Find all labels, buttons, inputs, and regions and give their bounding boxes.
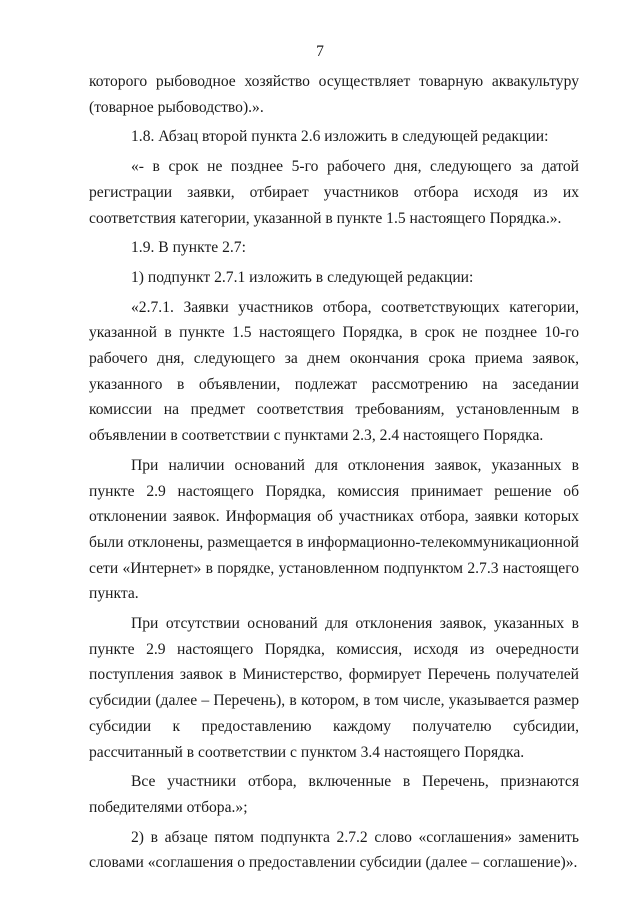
paragraph-8: При отсутствии оснований для отклонения заявок, указанных в пункте 2.9 настоящего Порядка, комиссия, исходя из очередности поступления заявок в Министерство, формирует Перечень получателей субсидии (далее – Перечень), в котором, в том числе, указывается размер субсидии к предоставлению каждому получателю субсидии, рассчитанный в соответствии с пунктом 3.4 настоящего Порядка. bbox=[89, 615, 579, 761]
page-number: 7 bbox=[316, 43, 324, 60]
paragraph-1: которого рыбоводное хозяйство осуществляет товарную аквакультуру (товарное рыбоводство).». bbox=[89, 73, 579, 116]
paragraph-6: «2.7.1. Заявки участников отбора, соответствующих категории, указанной в пункте 1.5 настоящего Порядка, в срок не позднее 10-го рабочего дня, следующего за днем окончания срока приема заявок, указанного в объявлении, подлежат рассмотрению на заседании комиссии на предмет соответствия требованиям, установленным в объявлении в соответствии с пунктами 2.3, 2.4 настоящего Порядка. bbox=[89, 298, 579, 445]
paragraph-5: 1) подпункт 2.7.1 изложить в следующей редакции: bbox=[131, 268, 474, 286]
paragraph-7: При наличии оснований для отклонения заявок, указанных в пункте 2.9 настоящего Порядка, комиссия принимает решение об отклонении заявок. Информация об участниках отбора, заявки которых были отклонены, размещается в информационно-телекоммуникационной сети «Интернет» в порядке, установленном подпунктом 2.7.3 настоящего пункта. bbox=[89, 456, 579, 603]
document-body bbox=[89, 69, 579, 876]
paragraph-9: Все участники отбора, включенные в Перечень, признаются победителями отбора.»; bbox=[89, 773, 579, 816]
paragraph-4: 1.9. В пункте 2.7: bbox=[131, 239, 246, 257]
paragraph-3: «- в срок не позднее 5-го рабочего дня, следующего за датой регистрации заявки, отбирает участников отбора исходя из их соответствия категории, указанной в пункте 1.5 настоящего Порядка.». bbox=[89, 158, 579, 227]
paragraph-2: 1.8. Абзац второй пункта 2.6 изложить в следующей редакции: bbox=[131, 128, 549, 146]
paragraph-10: 2) в абзаце пятом подпункта 2.7.2 слово «соглашения» заменить словами «соглашения о предоставлении субсидии (далее – соглашение)». bbox=[89, 828, 579, 872]
